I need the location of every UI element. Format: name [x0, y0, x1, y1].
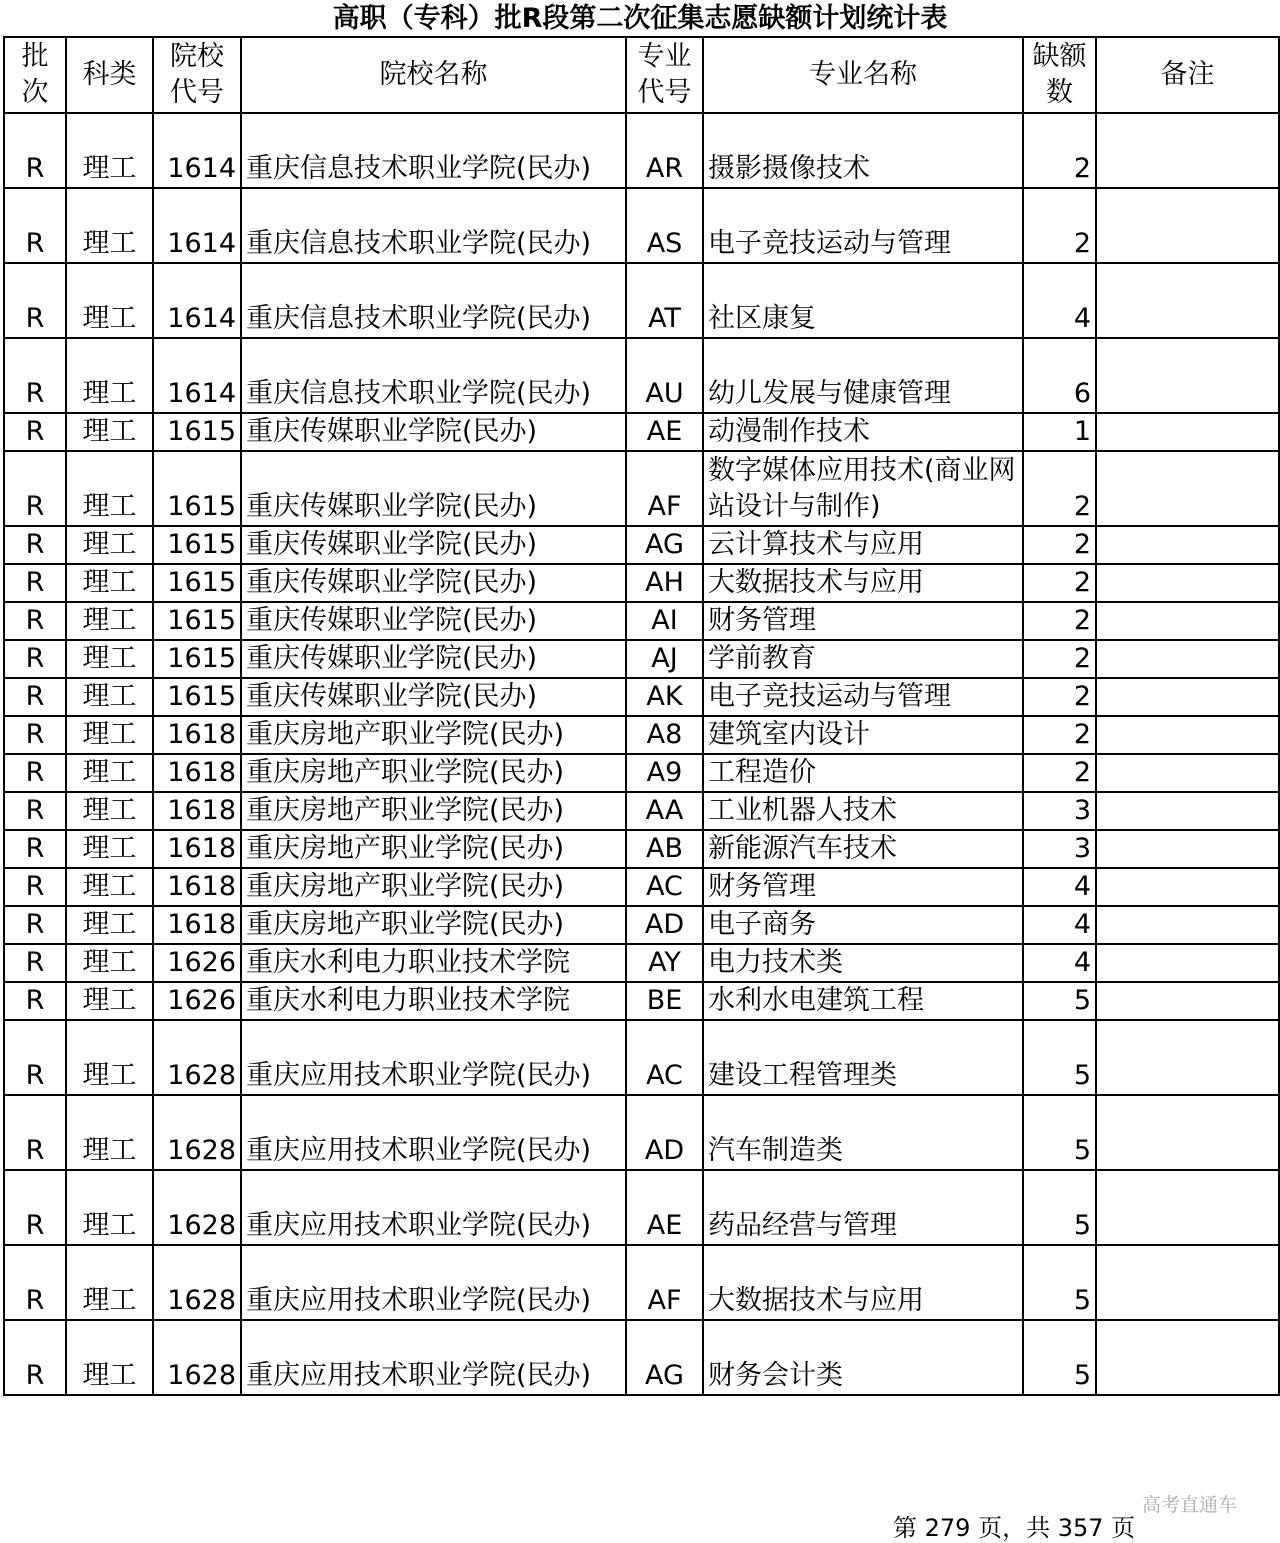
cell-major-code: AK: [626, 678, 703, 716]
cell-major-code: AD: [626, 1095, 703, 1170]
cell-note: [1096, 754, 1279, 792]
cell-major-code: AE: [626, 1170, 703, 1245]
cell-batch: R: [4, 413, 66, 451]
cell-category: 理工: [66, 451, 153, 526]
cell-school-name: 重庆房地产职业学院(民办): [241, 792, 626, 830]
cell-batch: R: [4, 1095, 66, 1170]
cell-school-code: 1618: [153, 754, 241, 792]
cell-shortage: 4: [1023, 868, 1096, 906]
cell-category: 理工: [66, 1170, 153, 1245]
cell-major-name: 汽车制造类: [703, 1095, 1023, 1170]
cell-category: 理工: [66, 338, 153, 413]
cell-major-name: 学前教育: [703, 640, 1023, 678]
table-row: [4, 188, 1279, 263]
cell-shortage: 2: [1023, 451, 1096, 526]
cell-shortage: 2: [1023, 188, 1096, 263]
cell-school-name: 重庆信息技术职业学院(民办): [241, 188, 626, 263]
cell-note: [1096, 1020, 1279, 1095]
cell-note: [1096, 338, 1279, 413]
cell-shortage: 3: [1023, 792, 1096, 830]
cell-shortage: 3: [1023, 830, 1096, 868]
cell-shortage: 5: [1023, 1320, 1096, 1395]
table-body: [4, 113, 1279, 1395]
table-row: [4, 263, 1279, 338]
cell-batch: R: [4, 338, 66, 413]
cell-shortage: 4: [1023, 906, 1096, 944]
cell-major-name: 水利水电建筑工程: [703, 982, 1023, 1020]
table-row: [4, 678, 1279, 716]
cell-category: 理工: [66, 906, 153, 944]
cell-category: 理工: [66, 830, 153, 868]
cell-note: [1096, 263, 1279, 338]
cell-category: 理工: [66, 1245, 153, 1320]
cell-school-code: 1614: [153, 113, 241, 188]
cell-major-code: AY: [626, 944, 703, 982]
cell-batch: R: [4, 640, 66, 678]
cell-major-name: 工程造价: [703, 754, 1023, 792]
cell-school-name: 重庆传媒职业学院(民办): [241, 564, 626, 602]
cell-batch: R: [4, 982, 66, 1020]
cell-major-code: AE: [626, 413, 703, 451]
cell-school-code: 1615: [153, 602, 241, 640]
cell-school-code: 1614: [153, 188, 241, 263]
cell-note: [1096, 1095, 1279, 1170]
header-major-code: 专业代号: [626, 37, 703, 113]
cell-category: 理工: [66, 754, 153, 792]
cell-school-code: 1618: [153, 716, 241, 754]
cell-batch: R: [4, 792, 66, 830]
cell-major-code: AF: [626, 451, 703, 526]
cell-batch: R: [4, 188, 66, 263]
header-school-name: 院校名称: [241, 37, 626, 113]
cell-batch: R: [4, 113, 66, 188]
cell-note: [1096, 1320, 1279, 1395]
cell-school-name: 重庆房地产职业学院(民办): [241, 754, 626, 792]
cell-school-name: 重庆水利电力职业技术学院: [241, 944, 626, 982]
cell-school-name: 重庆水利电力职业技术学院: [241, 982, 626, 1020]
cell-shortage: 4: [1023, 944, 1096, 982]
cell-batch: R: [4, 602, 66, 640]
cell-school-code: 1626: [153, 982, 241, 1020]
table-row: [4, 830, 1279, 868]
cell-major-name: 幼儿发展与健康管理: [703, 338, 1023, 413]
cell-school-name: 重庆房地产职业学院(民办): [241, 716, 626, 754]
cell-category: 理工: [66, 868, 153, 906]
cell-school-name: 重庆应用技术职业学院(民办): [241, 1245, 626, 1320]
cell-batch: R: [4, 263, 66, 338]
cell-shortage: 2: [1023, 678, 1096, 716]
cell-major-name: 建设工程管理类: [703, 1020, 1023, 1095]
cell-school-code: 1626: [153, 944, 241, 982]
cell-school-name: 重庆传媒职业学院(民办): [241, 451, 626, 526]
cell-shortage: 2: [1023, 113, 1096, 188]
cell-shortage: 2: [1023, 754, 1096, 792]
header-row: [4, 37, 1279, 113]
table-row: [4, 868, 1279, 906]
cell-school-name: 重庆传媒职业学院(民办): [241, 602, 626, 640]
cell-school-name: 重庆传媒职业学院(民办): [241, 413, 626, 451]
cell-batch: R: [4, 1170, 66, 1245]
cell-school-code: 1615: [153, 640, 241, 678]
cell-batch: R: [4, 1020, 66, 1095]
cell-school-name: 重庆信息技术职业学院(民办): [241, 113, 626, 188]
cell-shortage: 5: [1023, 1170, 1096, 1245]
cell-note: [1096, 906, 1279, 944]
cell-school-code: 1618: [153, 868, 241, 906]
cell-category: 理工: [66, 678, 153, 716]
cell-category: 理工: [66, 526, 153, 564]
header-major-name: 专业名称: [703, 37, 1023, 113]
cell-major-name: 大数据技术与应用: [703, 1245, 1023, 1320]
cell-major-code: AI: [626, 602, 703, 640]
cell-school-code: 1628: [153, 1020, 241, 1095]
cell-school-code: 1628: [153, 1170, 241, 1245]
cell-major-name: 工业机器人技术: [703, 792, 1023, 830]
cell-note: [1096, 526, 1279, 564]
cell-school-code: 1628: [153, 1320, 241, 1395]
cell-school-name: 重庆应用技术职业学院(民办): [241, 1020, 626, 1095]
cell-shortage: 5: [1023, 1245, 1096, 1320]
cell-major-name: 财务管理: [703, 868, 1023, 906]
cell-major-name: 社区康复: [703, 263, 1023, 338]
cell-school-code: 1618: [153, 830, 241, 868]
cell-major-code: AH: [626, 564, 703, 602]
table-row: [4, 1245, 1279, 1320]
cell-major-code: AJ: [626, 640, 703, 678]
cell-major-name: 动漫制作技术: [703, 413, 1023, 451]
cell-note: [1096, 830, 1279, 868]
cell-batch: R: [4, 1245, 66, 1320]
cell-note: [1096, 188, 1279, 263]
cell-school-name: 重庆信息技术职业学院(民办): [241, 338, 626, 413]
cell-school-name: 重庆应用技术职业学院(民办): [241, 1170, 626, 1245]
table-row: [4, 1020, 1279, 1095]
cell-category: 理工: [66, 716, 153, 754]
header-shortage: 缺额数: [1023, 37, 1096, 113]
header-note: 备注: [1096, 37, 1279, 113]
table-row: [4, 754, 1279, 792]
cell-note: [1096, 678, 1279, 716]
watermark: 高考直通车: [1142, 1494, 1238, 1516]
cell-school-name: 重庆传媒职业学院(民办): [241, 678, 626, 716]
cell-major-code: A8: [626, 716, 703, 754]
table-row: [4, 944, 1279, 982]
cell-major-code: AT: [626, 263, 703, 338]
table-row: [4, 1095, 1279, 1170]
cell-major-code: AR: [626, 113, 703, 188]
table-row: [4, 1320, 1279, 1395]
cell-shortage: 5: [1023, 1020, 1096, 1095]
cell-school-name: 重庆传媒职业学院(民办): [241, 526, 626, 564]
header-school-code: 院校代号: [153, 37, 241, 113]
table-row: [4, 716, 1279, 754]
cell-major-name: 云计算技术与应用: [703, 526, 1023, 564]
cell-major-name: 电子竞技运动与管理: [703, 188, 1023, 263]
cell-shortage: 1: [1023, 413, 1096, 451]
cell-major-name: 建筑室内设计: [703, 716, 1023, 754]
cell-note: [1096, 602, 1279, 640]
cell-shortage: 4: [1023, 263, 1096, 338]
cell-major-code: AG: [626, 1320, 703, 1395]
cell-batch: R: [4, 1320, 66, 1395]
cell-note: [1096, 944, 1279, 982]
cell-note: [1096, 113, 1279, 188]
cell-school-code: 1615: [153, 564, 241, 602]
cell-note: [1096, 792, 1279, 830]
cell-major-name: 财务管理: [703, 602, 1023, 640]
cell-school-code: 1618: [153, 792, 241, 830]
cell-major-code: AS: [626, 188, 703, 263]
table-row: [4, 413, 1279, 451]
cell-note: [1096, 716, 1279, 754]
cell-category: 理工: [66, 1020, 153, 1095]
cell-note: [1096, 1245, 1279, 1320]
cell-note: [1096, 982, 1279, 1020]
cell-category: 理工: [66, 113, 153, 188]
cell-category: 理工: [66, 602, 153, 640]
cell-major-name: 摄影摄像技术: [703, 113, 1023, 188]
table-row: [4, 792, 1279, 830]
cell-category: 理工: [66, 188, 153, 263]
cell-major-code: BE: [626, 982, 703, 1020]
cell-category: 理工: [66, 982, 153, 1020]
cell-note: [1096, 868, 1279, 906]
cell-major-code: AC: [626, 868, 703, 906]
table-row: [4, 564, 1279, 602]
cell-major-code: AG: [626, 526, 703, 564]
cell-major-name: 财务会计类: [703, 1320, 1023, 1395]
cell-category: 理工: [66, 792, 153, 830]
cell-major-name: 大数据技术与应用: [703, 564, 1023, 602]
cell-category: 理工: [66, 1320, 153, 1395]
cell-shortage: 2: [1023, 564, 1096, 602]
cell-batch: R: [4, 564, 66, 602]
cell-note: [1096, 640, 1279, 678]
cell-batch: R: [4, 451, 66, 526]
table-row: [4, 982, 1279, 1020]
cell-school-code: 1615: [153, 413, 241, 451]
cell-major-code: AU: [626, 338, 703, 413]
cell-category: 理工: [66, 944, 153, 982]
header-category: 科类: [66, 37, 153, 113]
cell-major-name: 电力技术类: [703, 944, 1023, 982]
cell-shortage: 2: [1023, 716, 1096, 754]
cell-note: [1096, 413, 1279, 451]
cell-school-name: 重庆传媒职业学院(民办): [241, 640, 626, 678]
cell-category: 理工: [66, 413, 153, 451]
page-footer: 第 279 页，共 357 页: [893, 1514, 1136, 1542]
table-row: [4, 906, 1279, 944]
cell-major-name: 新能源汽车技术: [703, 830, 1023, 868]
page-title: 高职（专科）批R段第二次征集志愿缺额计划统计表: [332, 3, 948, 34]
cell-school-name: 重庆应用技术职业学院(民办): [241, 1320, 626, 1395]
cell-school-name: 重庆信息技术职业学院(民办): [241, 263, 626, 338]
cell-major-name: 电子竞技运动与管理: [703, 678, 1023, 716]
table-row: [4, 526, 1279, 564]
table-row: [4, 113, 1279, 188]
cell-shortage: 5: [1023, 1095, 1096, 1170]
cell-batch: R: [4, 716, 66, 754]
cell-major-name: 药品经营与管理: [703, 1170, 1023, 1245]
cell-school-name: 重庆应用技术职业学院(民办): [241, 1095, 626, 1170]
shortage-table: [3, 36, 1280, 1396]
cell-note: [1096, 1170, 1279, 1245]
cell-batch: R: [4, 830, 66, 868]
cell-school-code: 1615: [153, 526, 241, 564]
cell-shortage: 5: [1023, 982, 1096, 1020]
table-row: [4, 451, 1279, 526]
cell-major-name: 数字媒体应用技术(商业网站设计与制作): [703, 451, 1023, 526]
cell-category: 理工: [66, 1095, 153, 1170]
cell-major-code: AD: [626, 906, 703, 944]
cell-shortage: 2: [1023, 526, 1096, 564]
cell-category: 理工: [66, 640, 153, 678]
cell-school-name: 重庆房地产职业学院(民办): [241, 830, 626, 868]
table-row: [4, 640, 1279, 678]
cell-school-code: 1615: [153, 678, 241, 716]
cell-batch: R: [4, 906, 66, 944]
cell-shortage: 6: [1023, 338, 1096, 413]
cell-school-code: 1628: [153, 1245, 241, 1320]
cell-batch: R: [4, 678, 66, 716]
cell-shortage: 2: [1023, 640, 1096, 678]
cell-major-code: AB: [626, 830, 703, 868]
cell-batch: R: [4, 754, 66, 792]
cell-school-code: 1628: [153, 1095, 241, 1170]
cell-major-name: 电子商务: [703, 906, 1023, 944]
cell-school-name: 重庆房地产职业学院(民办): [241, 906, 626, 944]
cell-school-code: 1614: [153, 338, 241, 413]
cell-school-code: 1615: [153, 451, 241, 526]
cell-note: [1096, 451, 1279, 526]
cell-category: 理工: [66, 564, 153, 602]
cell-batch: R: [4, 868, 66, 906]
cell-note: [1096, 564, 1279, 602]
cell-major-code: AC: [626, 1020, 703, 1095]
cell-shortage: 2: [1023, 602, 1096, 640]
table-row: [4, 1170, 1279, 1245]
header-batch: 批次: [4, 37, 66, 113]
cell-major-code: AF: [626, 1245, 703, 1320]
cell-batch: R: [4, 526, 66, 564]
cell-school-name: 重庆房地产职业学院(民办): [241, 868, 626, 906]
table-row: [4, 338, 1279, 413]
cell-school-code: 1614: [153, 263, 241, 338]
cell-school-code: 1618: [153, 906, 241, 944]
cell-major-code: A9: [626, 754, 703, 792]
cell-category: 理工: [66, 263, 153, 338]
cell-batch: R: [4, 944, 66, 982]
table-row: [4, 602, 1279, 640]
cell-major-code: AA: [626, 792, 703, 830]
